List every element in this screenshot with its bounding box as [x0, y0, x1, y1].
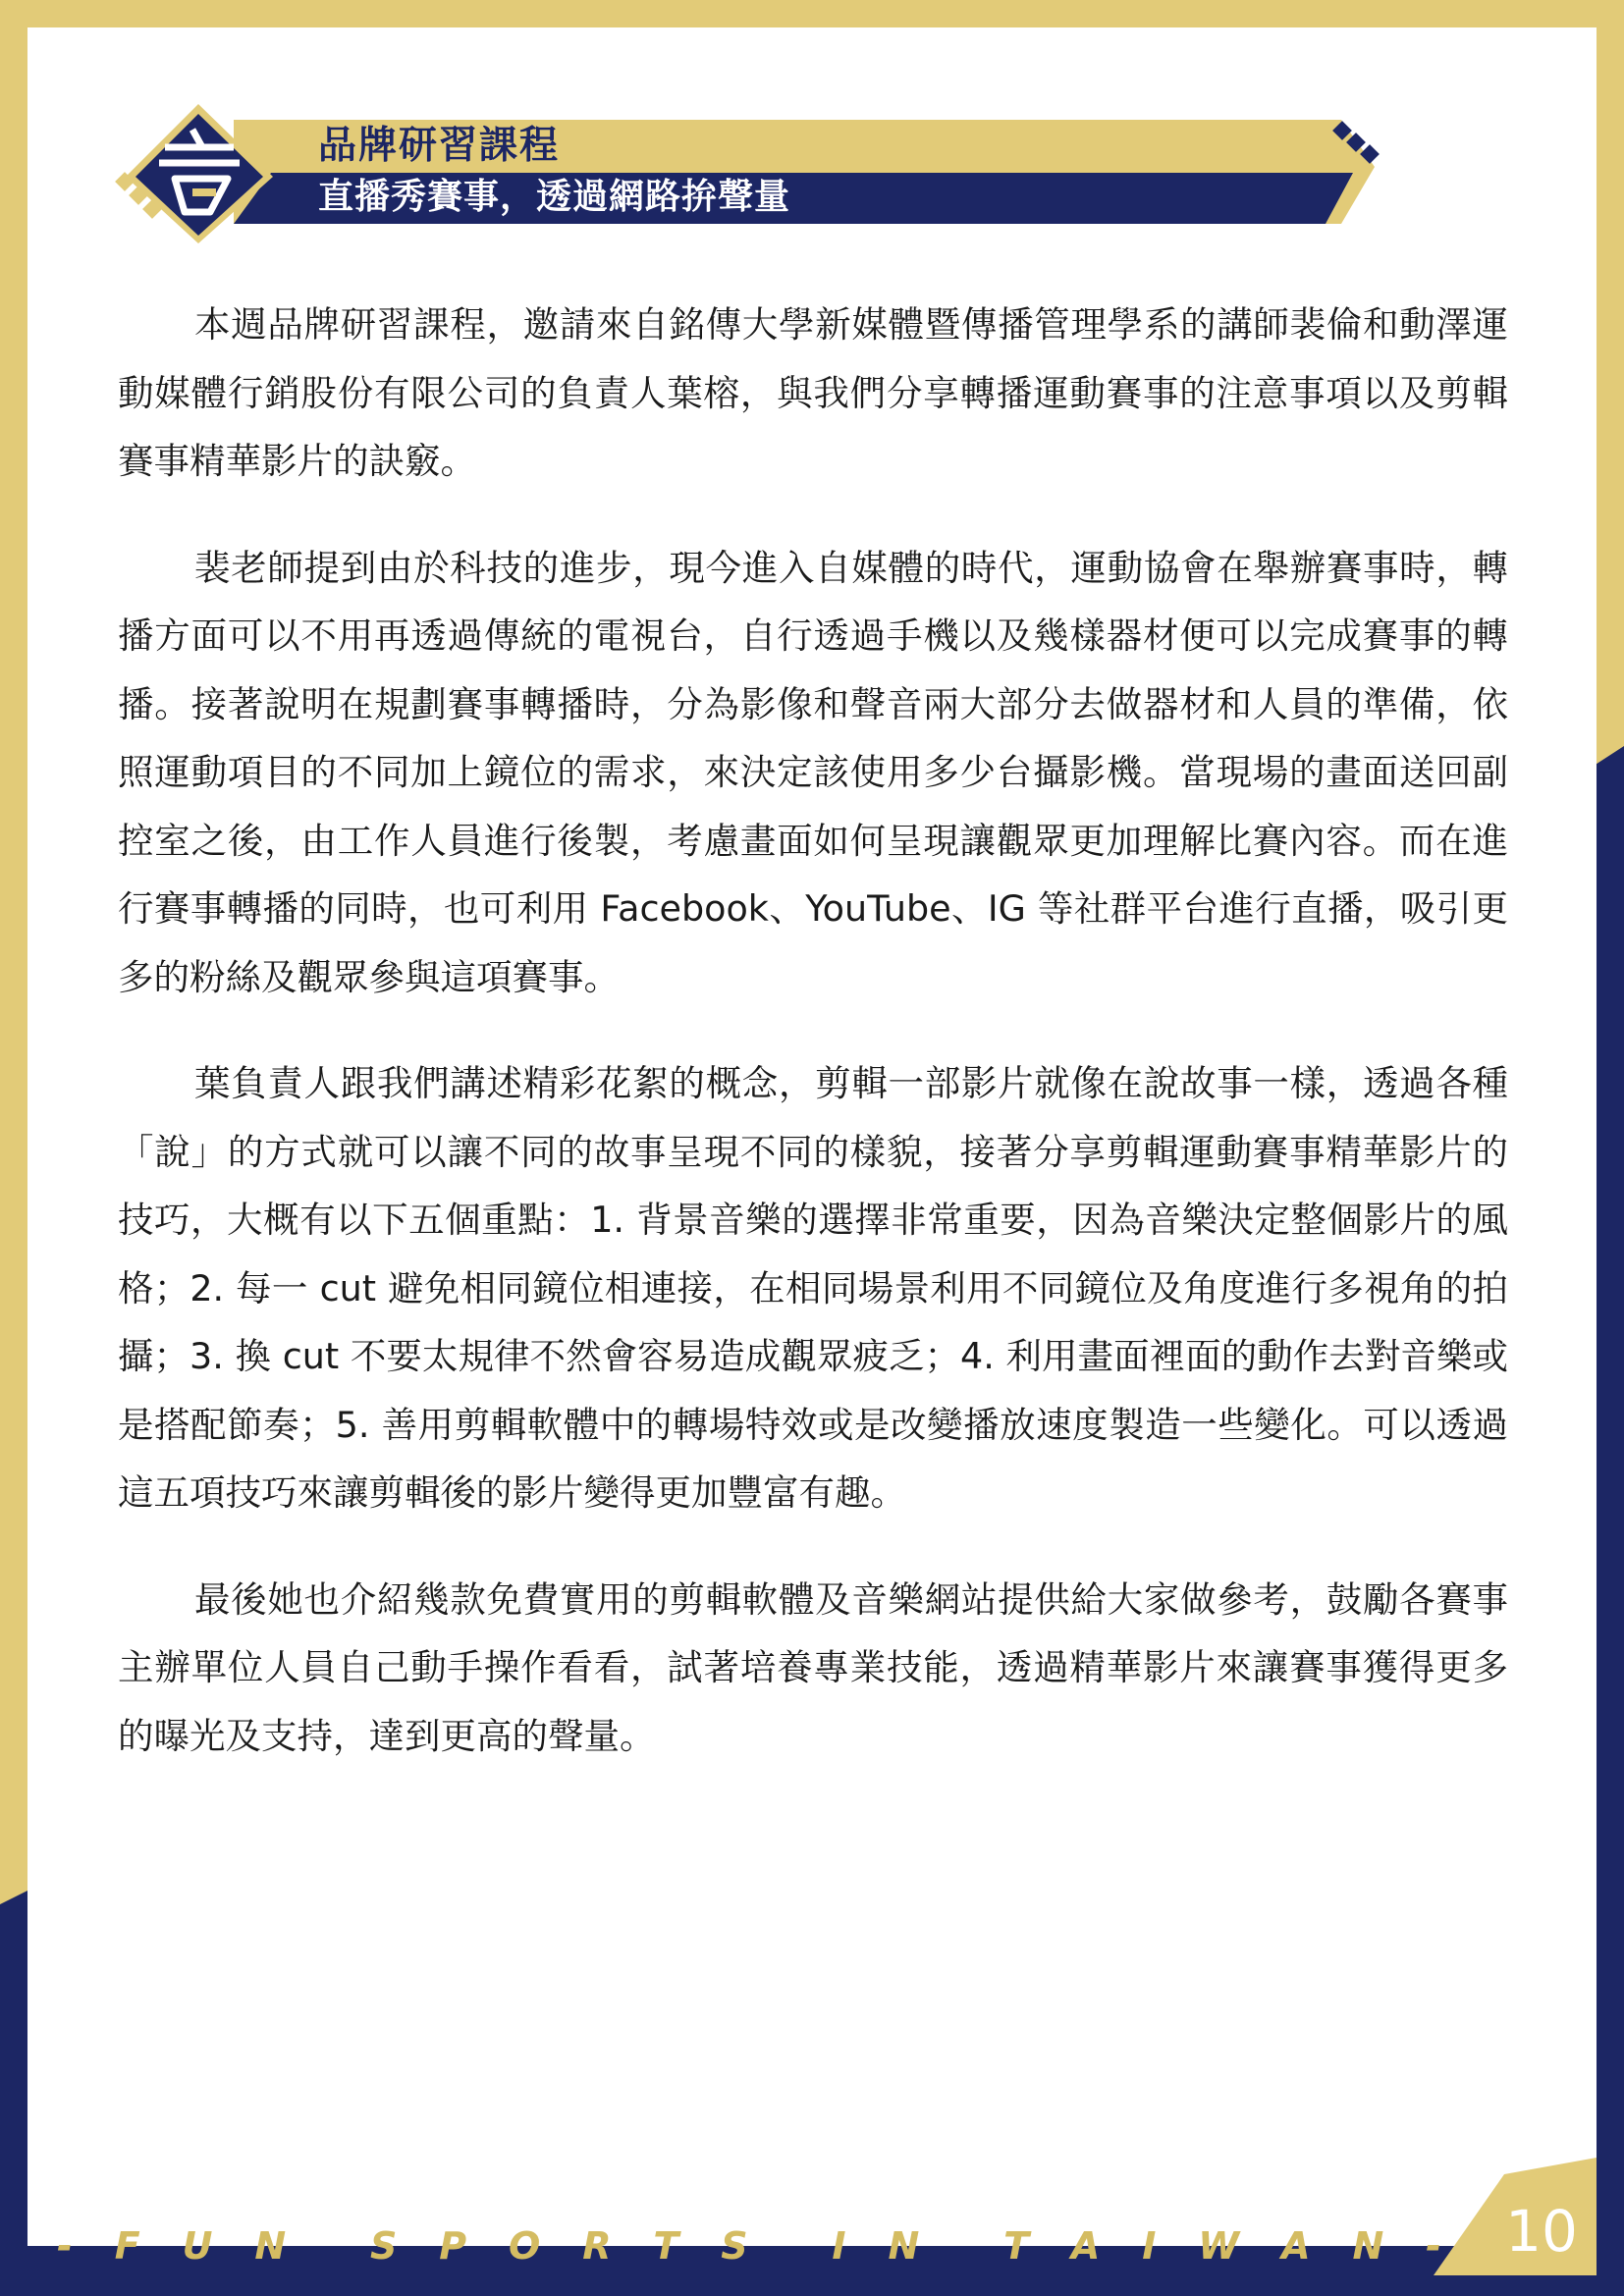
slogan-char: T [653, 2224, 679, 2268]
article-paragraph: 裴老師提到由於科技的進步，現今進入自媒體的時代，運動協會在舉辦賽事時，轉播方面可以不用再透過傳統的電視台，自行透過手機以及幾樣器材便可以完成賽事的轉播。接著說明在規劃賽事轉播時，分為影像和聲音兩大部分去做器材和人員的準備，依照運動項目的不同加上鏡位的需求，來決定該使用多少台攝影機。當現場的畫面送回副控室之後，由工作人員進行後製，考慮畫面如何呈現讓觀眾更加理解比賽內容。而在進行賽事轉播的同時，也可利用 Facebook、YouTube、IG 等社群平台進行直播，吸引更多的粉絲及觀眾參與這項賽事。 [118, 546, 1508, 998]
slogan-char: N [888, 2224, 920, 2268]
slogan-char: N [254, 2224, 287, 2268]
slogan-char: S [369, 2224, 398, 2268]
slogan-char: S [721, 2224, 748, 2268]
slogan-char: - [1426, 2224, 1441, 2268]
slogan-char: I [1142, 2224, 1157, 2268]
article-paragraph: 最後她也介紹幾款免費實用的剪輯軟體及音樂網站提供給大家做參考，鼓勵各賽事主辦單位人員自己動手操作看看，試著培養專業技能，透過精華影片來讓賽事獲得更多的曝光及支持，達到更高的聲量。 [118, 1577, 1508, 1757]
page-title: 品牌研習課程 [318, 124, 561, 168]
article-body [118, 291, 1508, 1808]
footer-slogan [57, 2216, 1441, 2275]
page-subtitle: 直播秀賽事，透過網路拚聲量 [318, 177, 791, 217]
slogan-char: U [182, 2224, 213, 2268]
slogan-char: N [1352, 2224, 1384, 2268]
slogan-char: P [439, 2224, 467, 2268]
slogan-char: A [1281, 2224, 1311, 2268]
slogan-char: W [1198, 2224, 1240, 2268]
page-number: 10 [1505, 2198, 1578, 2265]
slogan-char: A [1070, 2224, 1101, 2268]
slogan-char: I [832, 2224, 846, 2268]
slogan-char: R [582, 2224, 612, 2268]
article-paragraph: 葉負責人跟我們講述精彩花絮的概念，剪輯一部影片就像在說故事一樣，透過各種「說」的方式就可以讓不同的故事呈現不同的樣貌，接著分享剪輯運動賽事精華影片的技巧，大概有以下五個重點：1. 背景音樂的選擇非常重要，因為音樂決定整個影片的風格；2. 每一 cut 避免相同鏡位相連接，在相同場景利用不同鏡位及角度進行多視角的拍攝；3. 換 cut 不要太規律不然會容易造成觀眾疲乏；4. 利用畫面裡面的動作去對音樂或是搭配節奏；5. 善用剪輯軟體中的轉場特效或是改變播放速度製造一些變化。可以透過這五項技巧來讓剪輯後的影片變得更加豐富有趣。 [118, 1062, 1508, 1514]
slogan-char: - [57, 2224, 73, 2268]
slogan-char: T [1003, 2224, 1029, 2268]
slogan-char: F [114, 2224, 140, 2268]
article-paragraph: 本週品牌研習課程，邀請來自銘傳大學新媒體暨傳播管理學系的講師裴倫和動澤運動媒體行銷股份有限公司的負責人葉榕，與我們分享轉播運動賽事的注意事項以及剪輯賽事精華影片的訣竅。 [118, 303, 1508, 482]
slogan-char: O [509, 2224, 541, 2268]
